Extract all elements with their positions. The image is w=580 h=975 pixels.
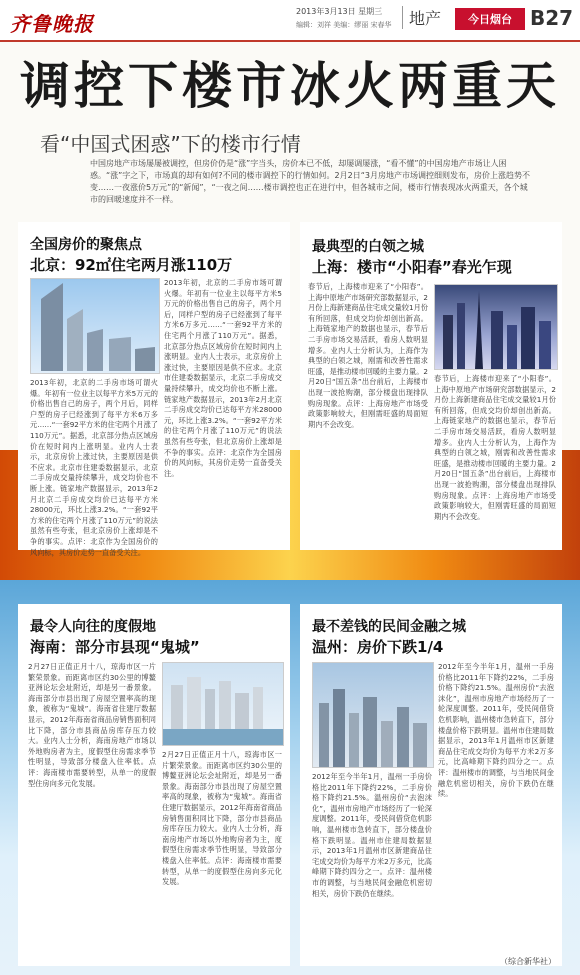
main-subheadline: 看“中国式困惑”下的楼市行情 (40, 132, 301, 156)
article-hainan (18, 604, 290, 966)
page-number: B27 (530, 6, 574, 30)
article-body-continued: 2012年至今半年1月，温州一手房价格比2011年下降约22%，二手房价格下降约21.5%。温州房价“去泡沫化”，温州市房地产市场经历了一轮深度调整。2011年，受民间借贷危机影响，温州楼市急转直下，部分楼盘价格下跌明显。温州市住建局数据显示，2013年1月温州市区新建商品住宅成交均价为每平方米2万多元，比高峰期下降约四分之一。点评：温州楼市的调整，与当地民间金融危机密切相关，房价下跌仍在继续。 (438, 662, 554, 799)
section-subtitle: 海南：部分市县现“鬼城” (30, 638, 200, 656)
shanghai-skyline-photo (434, 284, 558, 370)
article-body: 2013年初，北京的二手房市场可谓火爆。年初有一位业主以每平方米5万元的价格出售自己的房子，两个月后，同样户型的房子已经涨到了每平方米6万多元……“一套92平方米的住宅两个月涨了110万元”。据悉，北京部分热点区域房价在短时间内上涨明显。业内人士表示，北京房价上涨过快，主要原因是供不应求。北京市住建委数据显示，北京二手房成交量持续攀升，成交均价也不断上涨。链家地产数据显示，2013年2月北京二手房成交均价已达每平方米28000元，环比上涨3.2%。“一套92平方米的住宅两个月涨了110万元”的说法虽然有些夸张，但北京房价上涨却是不争的事实。点评：北京作为全国房价的风向标，其房价走势一直备受关注。 (30, 378, 158, 557)
article-body-continued: 2013年初，北京的二手房市场可谓火爆。年初有一位业主以每平方米5万元的价格出售自己的房子，两个月后，同样户型的房子已经涨到了每平方米6万多元……“一套92平方米的住宅两个月涨了110万元”。据悉，北京部分热点区域房价在短时间内上涨明显。业内人士表示，北京房价上涨过快，主要原因是供不应求。北京市住建委数据显示，北京二手房成交量持续攀升，成交均价也不断上涨。链家地产数据显示，2013年2月北京二手房成交均价已达每平方米28000元，环比上涨3.2%。“一套92平方米的住宅两个月涨了110万元”的说法虽然有些夸张，但北京房价上涨却是不争的事实。点评：北京作为全国房价的风向标，其房价走势一直备受关注。 (164, 278, 282, 478)
building-icon (163, 663, 283, 745)
section-title: 最典型的白领之城 (312, 239, 424, 255)
building-icon (31, 279, 159, 373)
article-body: 2月27日正值正月十八，琼海市区一片繁荣景象。而距离市区约30公里的博鳌亚洲论坛会址附近，却是另一番景象。海南部分市县出现了房屋空置率高的现象，被称为“鬼城”。海南省住建厅数据显示，2012年海南省商品房销售面积同比下降，部分市县商品房库存压力较大。业内人士分析，海南房地产市场以外地购房者为主，度假型住房需求季节性明显，导致部分楼盘入住率低。点评：海南楼市需要转型，从单一的度假型住房向多元化发展。 (28, 662, 156, 788)
article-body: 2012年至今半年1月，温州一手房价格比2011年下降约22%，二手房价格下降约21.5%。温州房价“去泡沫化”，温州市房地产市场经历了一轮深度调整。2011年，受民间借贷危机影响，温州楼市急转直下，部分楼盘价格下跌明显。温州市住建局数据显示，2013年1月温州市区新建商品住宅成交均价为每平方米2万多元，比高峰期下降约四分之一。点评：温州楼市的调整，与当地民间金融危机密切相关，房价下跌仍在继续。 (312, 772, 432, 898)
building-icon (435, 285, 557, 369)
article-body-continued: 春节后，上海楼市迎来了“小阳春”。上海中原地产市场研究部数据显示，2月份上海新建商品住宅成交量较1月份有所回落，但成交均价却创出新高。上海链家地产的数据也显示，春节后二手房市场交易活跃，看房人数明显增多。业内人士分析认为，上海作为典型的白领之城，刚需和改善性需求旺盛，是推动楼市回暖的主要力量。2月20日“国五条”出台前后，上海楼市出现一波抢购潮，部分楼盘出现排队购房现象。点评：上海房地产市场受政策影响较大，但刚需旺盛的局面短期内不会改变。 (434, 374, 556, 521)
building-icon (313, 663, 433, 767)
section-title: 最令人向往的度假地 (30, 619, 156, 635)
section-subtitle: 北京：92㎡住宅两月涨110万 (30, 256, 233, 274)
editor-credits: 编辑：刘祥 美编：缪丽 宋春华 (296, 21, 392, 29)
section-subtitle: 上海：楼市“小阳春”春光乍现 (312, 258, 512, 276)
section-label: 地产 (402, 6, 441, 29)
source-credit: （综合新华社） (500, 957, 556, 966)
article-wenzhou (300, 604, 562, 966)
intro-paragraph: 中国房地产市场屡屡被调控，但房价仍是“涨”字当头，房价本已不低，却屡调屡涨，“看不懂”的中国房地产市场让人困惑。“涨”字之下，市场真的却有如何?不同的楼市调控下的行情如何。2月2日“3月房地产市场调控细则发布，房价上涨趋势不变……一夜涨价5万元”的“新闻”，“一夜之间……楼市调控也正在进行中，但各城市之间，楼市行情表现冰火两重天，各个城市的回暖速度并不一样。 (90, 159, 530, 204)
article-body: 春节后，上海楼市迎来了“小阳春”。上海中原地产市场研究部数据显示，2月份上海新建商品住宅成交量较1月份有所回落，但成交均价却创出新高。上海链家地产的数据也显示，春节后二手房市场交易活跃，看房人数明显增多。业内人士分析认为，上海作为典型的白领之城，刚需和改善性需求旺盛，是推动楼市回暖的主要力量。2月20日“国五条”出台前后，上海楼市出现一波抢购潮，部分楼盘出现排队购房现象。点评：上海房地产市场受政策影响较大，但刚需旺盛的局面短期内不会改变。 (308, 282, 428, 429)
issue-date: 2013年3月13日 星期三 (296, 7, 383, 16)
today-yantai-badge: 今日烟台 (455, 8, 525, 30)
section-subtitle: 温州：房价下跌1/4 (312, 638, 444, 656)
section-title: 最不差钱的民间金融之城 (312, 619, 466, 635)
beijing-skyline-photo (30, 278, 160, 374)
article-beijing (18, 222, 290, 557)
hainan-apartments-photo (162, 662, 284, 746)
article-shanghai (300, 222, 562, 550)
newspaper-logo: 齐鲁晚报 (10, 12, 94, 36)
article-body-continued: 2月27日正值正月十八，琼海市区一片繁荣景象。而距离市区约30公里的博鳌亚洲论坛会址附近，却是另一番景象。海南部分市县出现了房屋空置率高的现象，被称为“鬼城”。海南省住建厅数据显示，2012年海南省商品房销售面积同比下降，部分市县商品房库存压力较大。业内人士分析，海南房地产市场以外地购房者为主，度假型住房需求季节性明显，导致部分楼盘入住率低。点评：海南楼市需要转型，从单一的度假型住房向多元化发展。 (162, 750, 282, 887)
section-title: 全国房价的聚焦点 (30, 237, 142, 253)
page-header (0, 0, 580, 42)
wenzhou-city-photo (312, 662, 434, 768)
main-headline: 调控下楼市冰火两重天 (20, 56, 560, 115)
